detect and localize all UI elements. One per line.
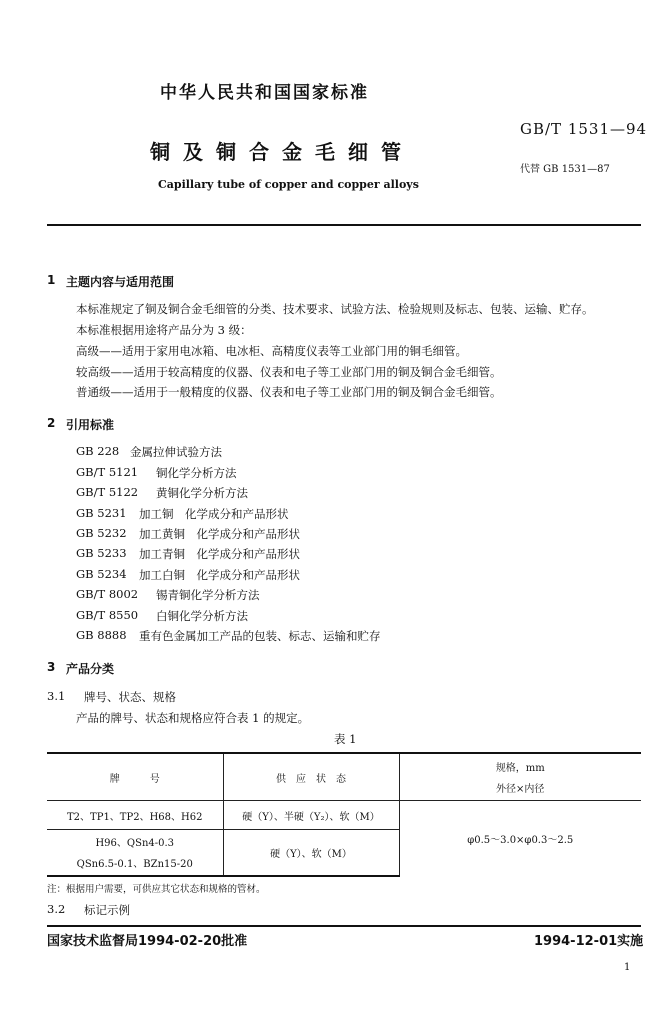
reference-name: 铜化学分析方法 — [156, 466, 237, 480]
reference-name: 重有色金属加工产品的包装、标志、运输和贮存 — [139, 629, 381, 643]
subsection-3-2-number: 3.2 — [47, 902, 66, 916]
section-1-paragraph: 较高级——适用于较高精度的仪器、仪表和电子等工业部门用的铜及铜合金毛细管。 — [76, 365, 502, 379]
cell-grade: T2、TP1、TP2、H68、H62 — [47, 801, 223, 830]
section-1-number: 1 — [47, 273, 56, 287]
reference-name: 加工白铜 化学成分和产品形状 — [139, 568, 300, 582]
section-1-paragraph: 高级——适用于家用电冰箱、电冰柜、高精度仪表等工业部门用的铜毛细管。 — [76, 344, 467, 358]
reference-name: 加工黄铜 化学成分和产品形状 — [139, 527, 300, 541]
subsection-3-1-title: 牌号、状态、规格 — [84, 690, 176, 704]
section-1-paragraph: 本标准规定了铜及铜合金毛细管的分类、技术要求、试验方法、检验规则及标志、包装、运输、贮存。 — [76, 302, 594, 316]
table-caption: 表 1 — [334, 732, 357, 746]
reference-code: GB/T 8550 — [76, 608, 139, 622]
reference-name: 加工铜 化学成分和产品形状 — [139, 507, 289, 521]
approval-line: 国家技术监督局1994-02-20批准 — [47, 934, 248, 949]
subsection-3-1-text: 产品的牌号、状态和规格应符合表 1 的规定。 — [76, 711, 310, 725]
subsection-3-2-title: 标记示例 — [84, 903, 130, 917]
section-1-title: 主题内容与适用范围 — [66, 275, 175, 289]
reference-name: 加工青铜 化学成分和产品形状 — [139, 547, 300, 561]
section-2-number: 2 — [47, 416, 56, 430]
section-3-number: 3 — [47, 660, 56, 674]
issuing-body-title: 中华人民共和国国家标准 — [160, 83, 369, 103]
reference-code: GB 5234 — [76, 567, 127, 581]
header-divider — [47, 224, 641, 226]
section-1-paragraph: 本标准根据用途将产品分为 3 级： — [76, 323, 252, 337]
implementation-date: 1994-12-01实施 — [534, 934, 644, 949]
replaces-standard: 代替 GB 1531—87 — [520, 164, 610, 175]
table-header-row — [47, 753, 641, 801]
page-number: 1 — [624, 962, 631, 973]
section-3-title: 产品分类 — [66, 662, 115, 676]
reference-code: GB/T 5121 — [76, 465, 139, 479]
reference-code: GB/T 8002 — [76, 587, 139, 601]
reference-code: GB/T 5122 — [76, 485, 139, 499]
reference-name: 锡青铜化学分析方法 — [156, 588, 260, 602]
header-spec — [399, 753, 641, 801]
footer-divider — [47, 925, 641, 927]
reference-code: GB 5231 — [76, 506, 127, 520]
reference-code: GB 8888 — [76, 628, 127, 642]
standard-number: GB/T 1531—94 — [520, 120, 648, 138]
cell-grade-line: H96、QSn4-0.3 — [95, 838, 175, 850]
reference-code: GB 228 — [76, 444, 120, 458]
cell-grade-line: QSn6.5-0.1、BZn15-20 — [76, 859, 193, 871]
cell-spec: φ0.5～3.0×φ0.3～2.5 — [399, 801, 641, 876]
header-spec-dims: 外径×内径 — [496, 784, 545, 795]
header-grade: 牌 号 — [47, 753, 223, 801]
reference-name: 金属拉伸试验方法 — [130, 445, 222, 459]
cell-state: 硬（Y）、半硬（Y₂）、软（M） — [223, 801, 399, 830]
reference-code: GB 5233 — [76, 546, 127, 560]
reference-name: 黄铜化学分析方法 — [156, 486, 248, 500]
product-table — [47, 752, 641, 877]
reference-name: 白铜化学分析方法 — [156, 609, 248, 623]
table-row — [47, 801, 641, 830]
document-title-english: Capillary tube of copper and copper alloys — [158, 178, 419, 191]
document-title: 铜及铜合金毛细管 — [150, 140, 414, 164]
header-state: 供 应 状 态 — [223, 753, 399, 801]
subsection-3-1-number: 3.1 — [47, 689, 66, 703]
table-note: 注：根据用户需要，可供应其它状态和规格的管材。 — [47, 884, 266, 895]
cell-grade — [47, 830, 223, 876]
section-2-title: 引用标准 — [66, 418, 115, 432]
reference-code: GB 5232 — [76, 526, 127, 540]
header-spec-unit: 规格，mm — [495, 763, 545, 774]
section-1-paragraph: 普通级——适用于一般精度的仪器、仪表和电子等工业部门用的铜及铜合金毛细管。 — [76, 385, 502, 399]
cell-state: 硬（Y）、软（M） — [223, 830, 399, 876]
